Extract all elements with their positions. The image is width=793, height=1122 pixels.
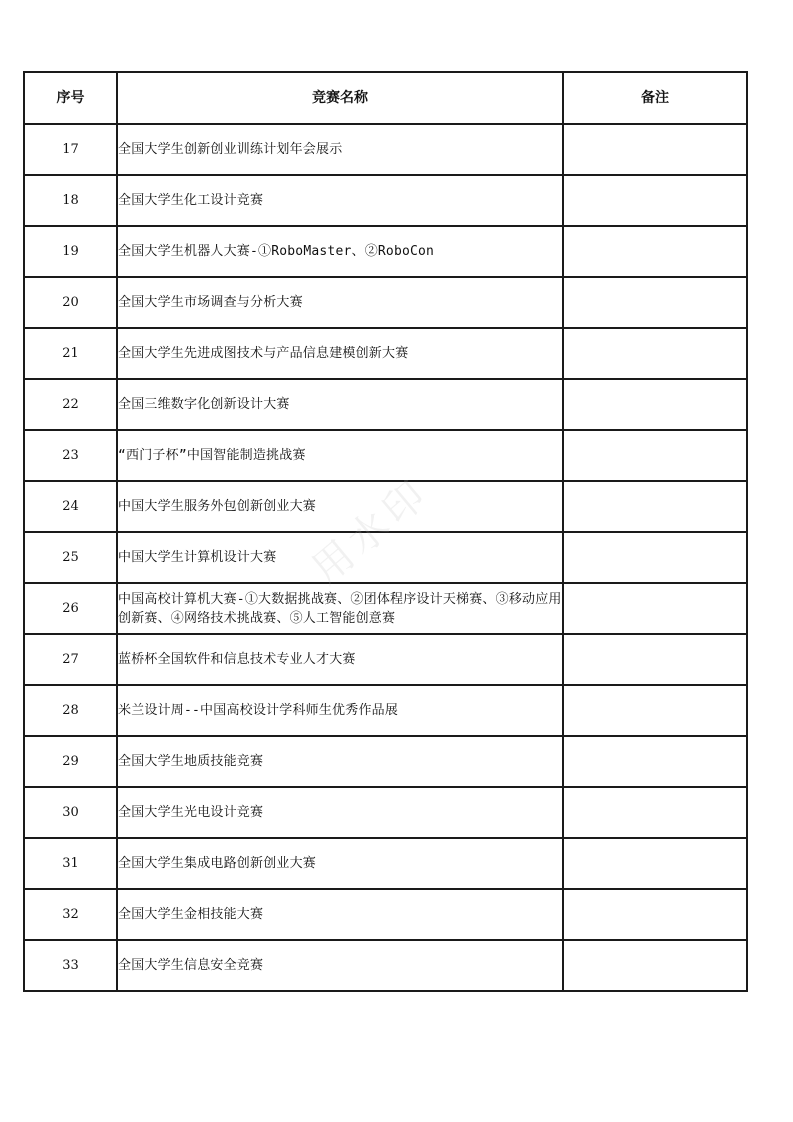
table-row — [24, 787, 747, 838]
competition-name: 全国大学生化工设计竞赛 — [117, 175, 563, 226]
remarks-cell — [563, 328, 747, 379]
competition-name: 全国大学生集成电路创新创业大赛 — [117, 838, 563, 889]
competition-name: 全国大学生创新创业训练计划年会展示 — [117, 124, 563, 175]
row-number: 22 — [24, 379, 117, 430]
competition-name: 中国大学生服务外包创新创业大赛 — [117, 481, 563, 532]
competition-name: 全国大学生市场调查与分析大赛 — [117, 277, 563, 328]
table-row — [24, 736, 747, 787]
table-row — [24, 481, 747, 532]
header-competition-name: 竞赛名称 — [117, 72, 563, 124]
row-number: 20 — [24, 277, 117, 328]
competition-name: 全国大学生机器人大赛-①RoboMaster、②RoboCon — [117, 226, 563, 277]
row-number: 17 — [24, 124, 117, 175]
table-row — [24, 328, 747, 379]
competition-name: 蓝桥杯全国软件和信息技术专业人才大赛 — [117, 634, 563, 685]
table-row — [24, 634, 747, 685]
remarks-cell — [563, 787, 747, 838]
table-row — [24, 226, 747, 277]
remarks-cell — [563, 685, 747, 736]
row-number: 25 — [24, 532, 117, 583]
remarks-cell — [563, 379, 747, 430]
table-row — [24, 532, 747, 583]
remarks-cell — [563, 430, 747, 481]
row-number: 21 — [24, 328, 117, 379]
remarks-cell — [563, 481, 747, 532]
row-number: 30 — [24, 787, 117, 838]
remarks-cell — [563, 532, 747, 583]
table-row — [24, 175, 747, 226]
competition-name: 全国大学生信息安全竞赛 — [117, 940, 563, 991]
competition-name: 全国三维数字化创新设计大赛 — [117, 379, 563, 430]
competition-name: 全国大学生光电设计竞赛 — [117, 787, 563, 838]
remarks-cell — [563, 175, 747, 226]
row-number: 26 — [24, 583, 117, 634]
watermark-text: 用水印 — [303, 469, 439, 594]
remarks-cell — [563, 226, 747, 277]
table-row — [24, 583, 747, 634]
row-number: 23 — [24, 430, 117, 481]
table-row — [24, 379, 747, 430]
header-number: 序号 — [24, 72, 117, 124]
table-row — [24, 838, 747, 889]
remarks-cell — [563, 277, 747, 328]
table-row — [24, 940, 747, 991]
row-number: 19 — [24, 226, 117, 277]
row-number: 31 — [24, 838, 117, 889]
header-remarks: 备注 — [563, 72, 747, 124]
remarks-cell — [563, 583, 747, 634]
table-row — [24, 277, 747, 328]
remarks-cell — [563, 634, 747, 685]
table-header-row — [24, 72, 747, 124]
competition-name: “西门子杯”中国智能制造挑战赛 — [117, 430, 563, 481]
table-row — [24, 430, 747, 481]
remarks-cell — [563, 889, 747, 940]
remarks-cell — [563, 838, 747, 889]
competition-table — [23, 71, 748, 992]
remarks-cell — [563, 940, 747, 991]
competition-name: 全国大学生先进成图技术与产品信息建模创新大赛 — [117, 328, 563, 379]
table-row — [24, 685, 747, 736]
competition-name: 全国大学生地质技能竞赛 — [117, 736, 563, 787]
row-number: 24 — [24, 481, 117, 532]
competition-name: 全国大学生金相技能大赛 — [117, 889, 563, 940]
table-row — [24, 889, 747, 940]
row-number: 18 — [24, 175, 117, 226]
competition-name: 米兰设计周--中国高校设计学科师生优秀作品展 — [117, 685, 563, 736]
row-number: 33 — [24, 940, 117, 991]
remarks-cell — [563, 736, 747, 787]
table-body — [24, 124, 747, 991]
row-number: 28 — [24, 685, 117, 736]
competition-name: 中国高校计算机大赛-①大数据挑战赛、②团体程序设计天梯赛、③移动应用创新赛、④网络技术挑战赛、⑤人工智能创意赛 — [117, 583, 563, 634]
row-number: 27 — [24, 634, 117, 685]
competition-name: 中国大学生计算机设计大赛 — [117, 532, 563, 583]
row-number: 32 — [24, 889, 117, 940]
remarks-cell — [563, 124, 747, 175]
table-row — [24, 124, 747, 175]
row-number: 29 — [24, 736, 117, 787]
